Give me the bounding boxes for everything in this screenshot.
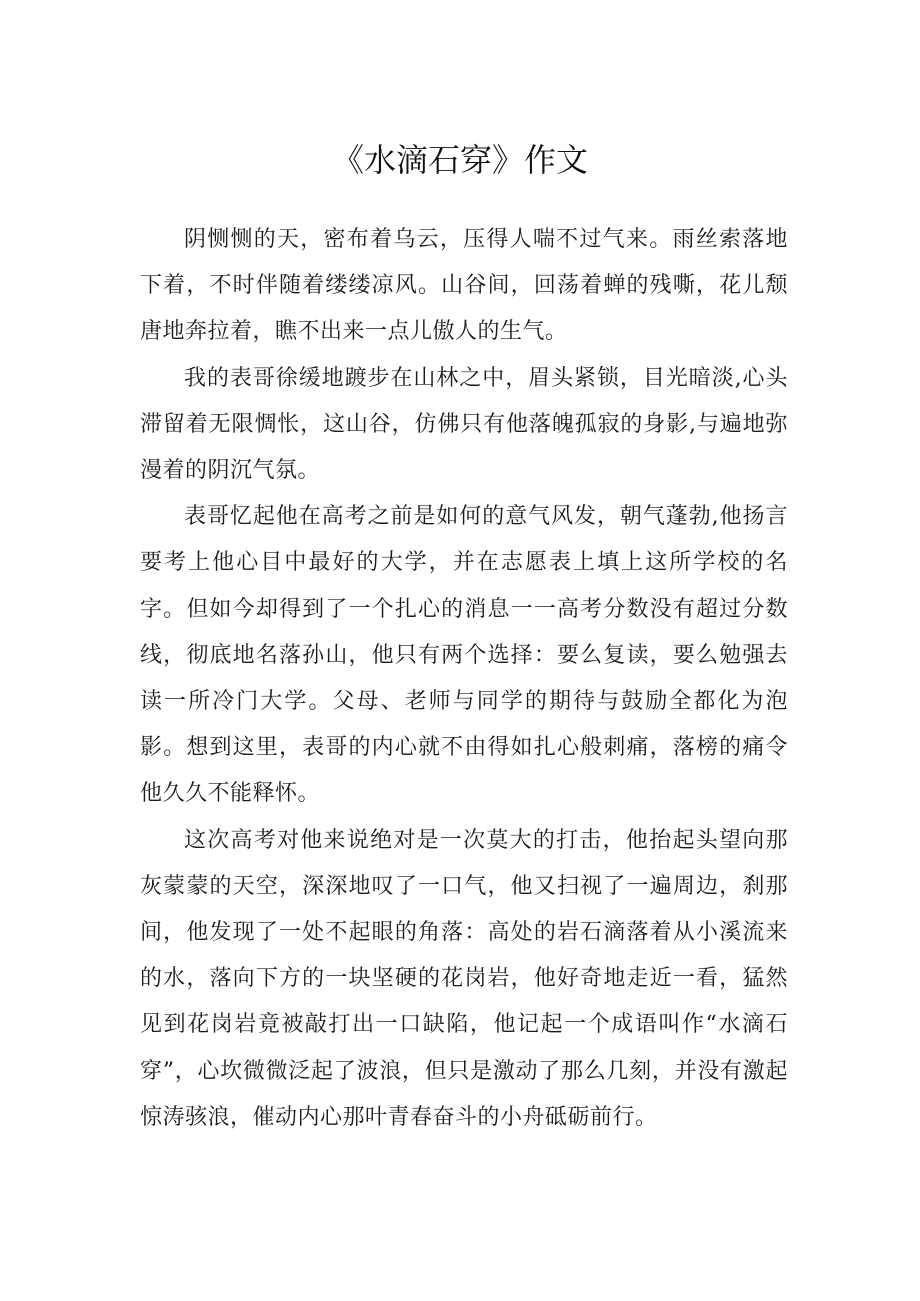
paragraph-2: 我的表哥徐缓地踱步在山林之中，眉头紧锁，目光暗淡,心头滞留着无限惆怅，这山谷，仿佛只有他落魄孤寂的身影,与遍地弥漫着的阴沉气氛。 <box>140 365 788 484</box>
document-title: 《水滴石穿》作文 <box>331 141 588 179</box>
paragraph-4: 这次高考对他来说绝对是一次莫大的打击，他抬起头望向那灰蒙蒙的天空，深深地叹了一口气，他又扫视了一遍周边，刹那间，他发现了一处不起眼的角落：高处的岩石滴落着从小溪流来的水，落向下方的一块坚硬的花岗岩，他好奇地走近一看，猛然见到花岗岩竟被敲打出一口缺陷，他记起一个成语叫作“水滴石穿”，心坎微微泛起了波浪，但只是激动了那么几刻，并没有激起惊涛骇浪，催动内心那叶青春奋斗的小舟砥砺前行。 <box>140 827 788 1130</box>
paragraph-1: 阴恻恻的天，密布着乌云，压得人喘不过气来。雨丝索落地下着，不时伴随着缕缕凉风。山谷间，回荡着蝉的残嘶，花儿颓唐地奔拉着，瞧不出来一点儿傲人的生气。 <box>140 227 788 345</box>
paragraph-3: 表哥忆起他在高考之前是如何的意气风发，朝气蓬勃,他扬言要考上他心目中最好的大学，并在志愿表上填上这所学校的名字。但如今却得到了一个扎心的消息一一高考分数没有超过分数线，彻底地名落孙山，他只有两个选择：要么复读，要么勉强去读一所冷门大学。父母、老师与同学的期待与鼓励全都化为泡影。想到这里，表哥的内心就不由得如扎心般刺痛，落榜的痛令他久久不能释怀。 <box>140 504 788 807</box>
document-body <box>140 217 788 1141</box>
